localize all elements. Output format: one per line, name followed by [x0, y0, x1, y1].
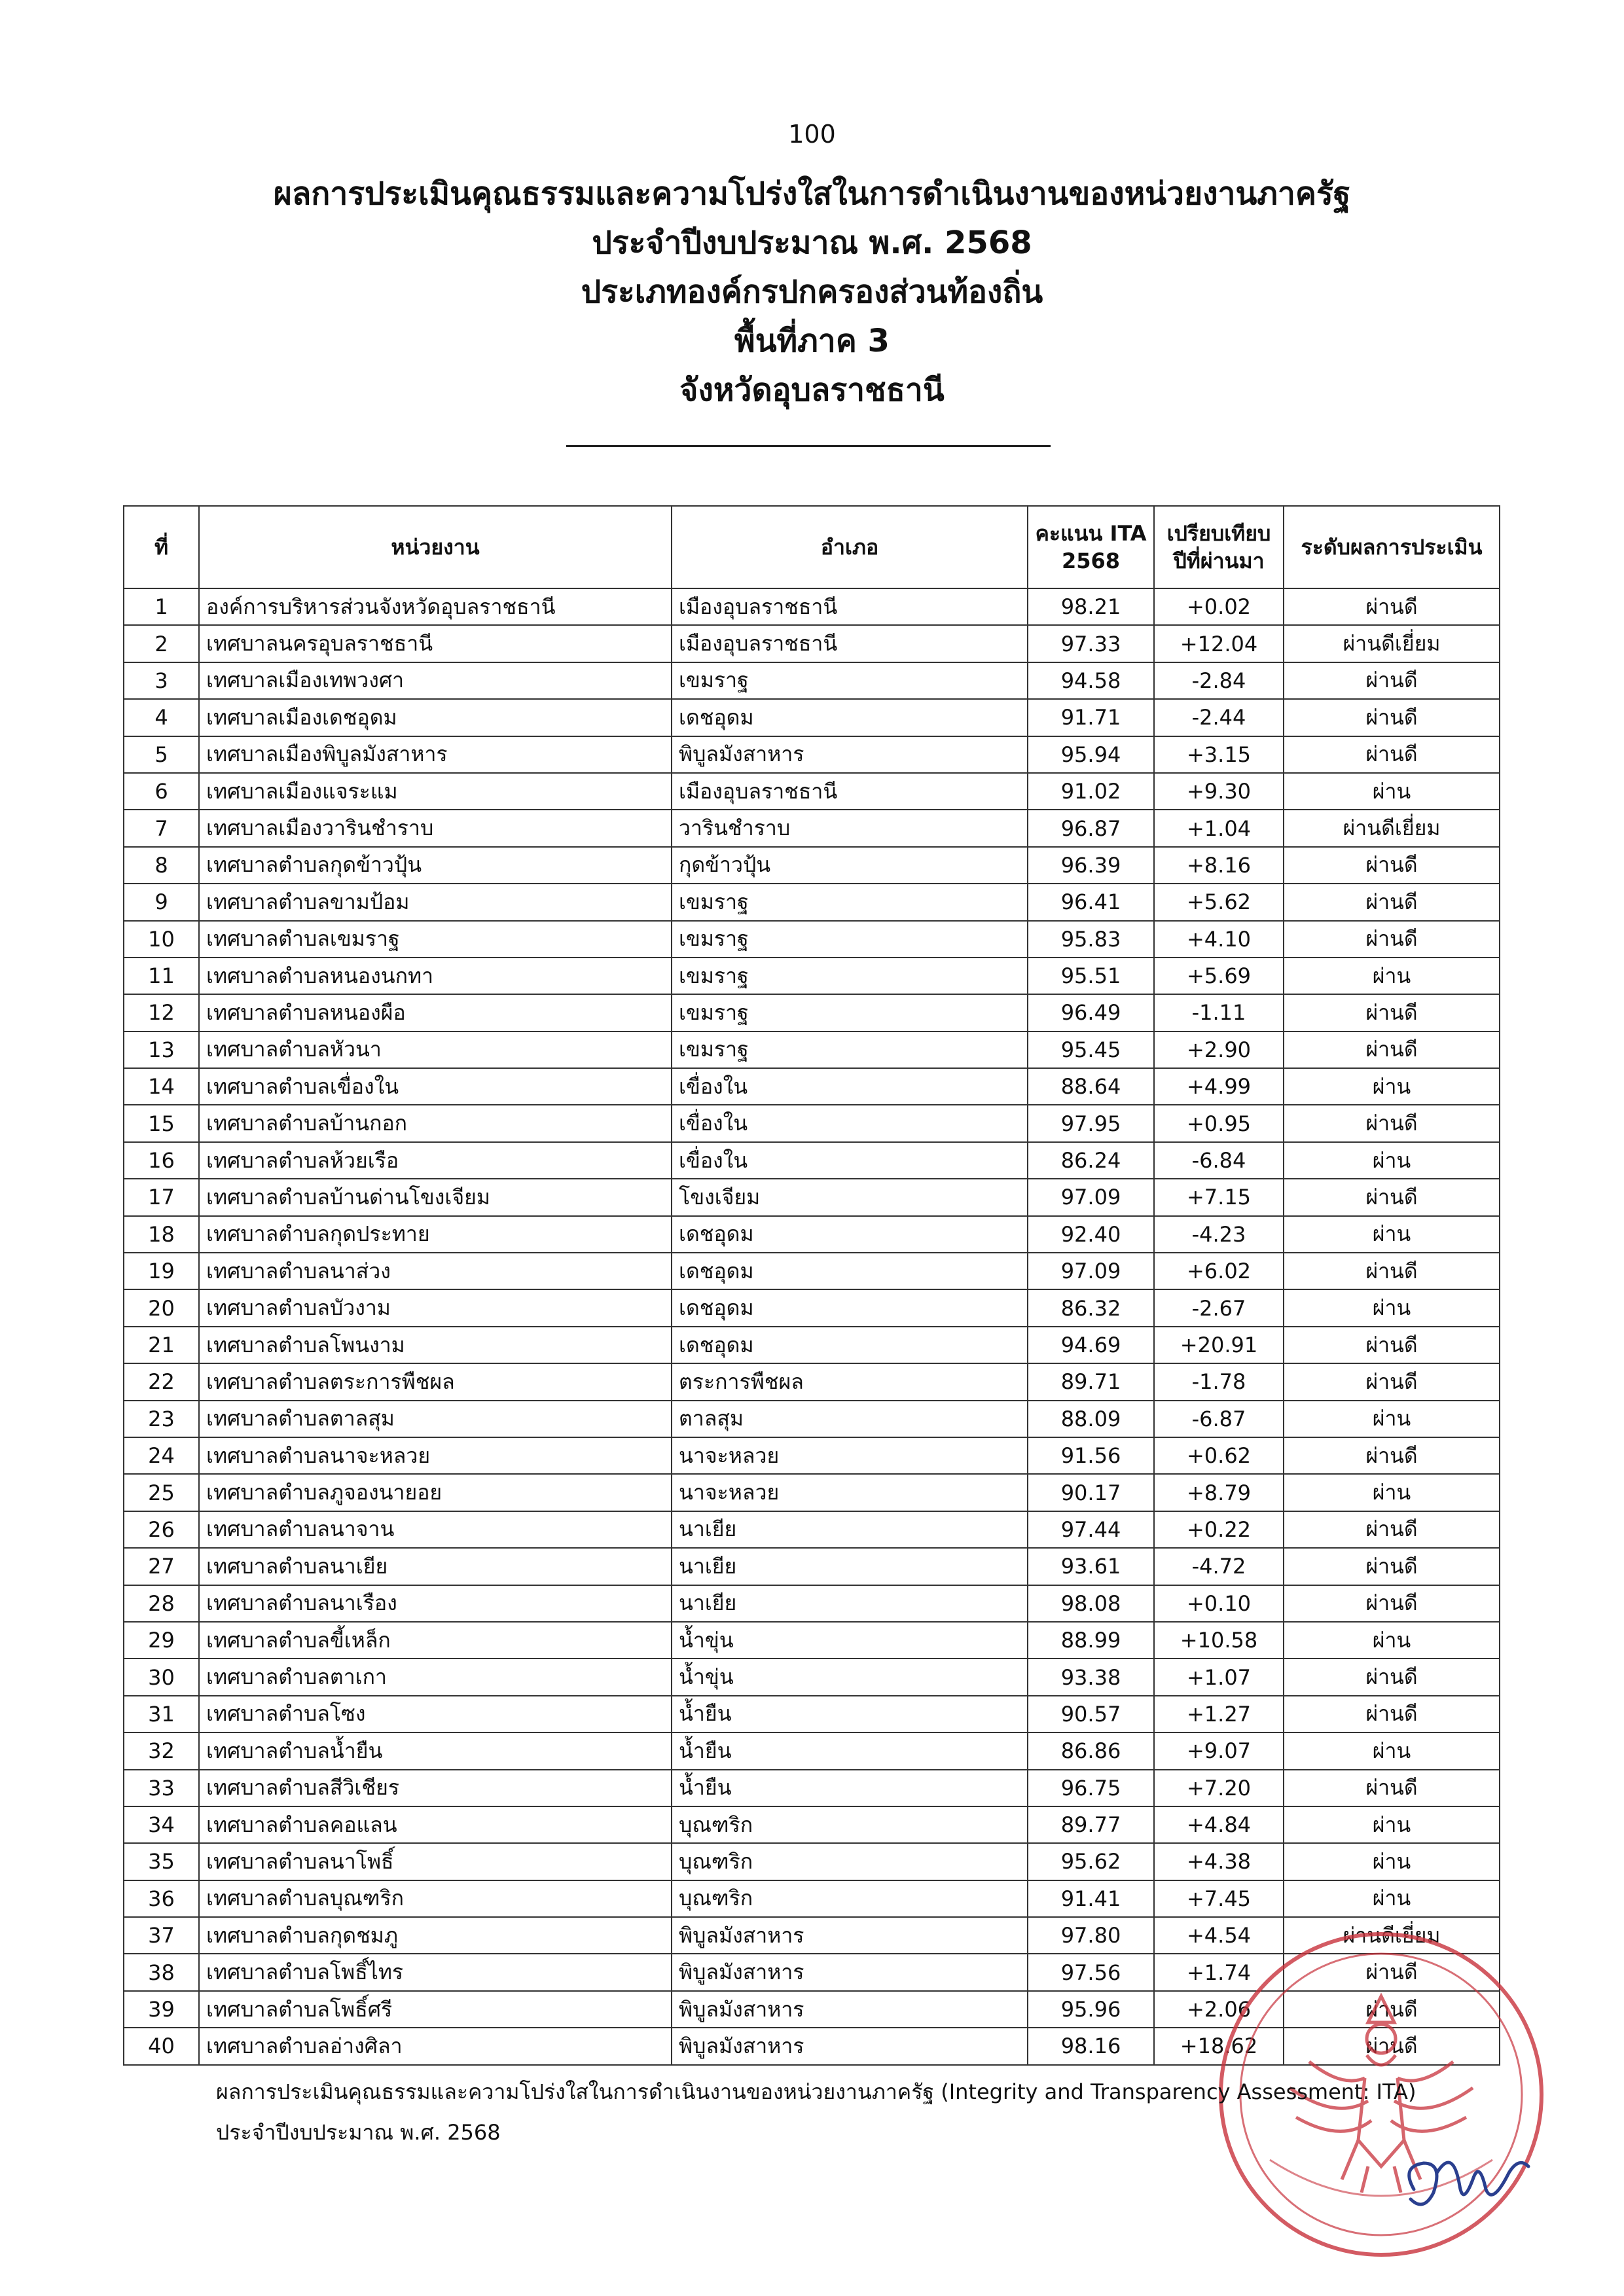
score-change: +4.38	[1154, 1843, 1284, 1880]
district-name: นาจะหลวย	[672, 1437, 1028, 1474]
assessment-level: ผ่าน	[1284, 1142, 1500, 1179]
row-number: 4	[124, 699, 199, 736]
row-number: 29	[124, 1622, 199, 1659]
district-name: ตาลสุม	[672, 1401, 1028, 1437]
agency-name: เทศบาลตำบลบุณฑริก	[199, 1880, 672, 1917]
agency-name: เทศบาลตำบลบัวงาม	[199, 1289, 672, 1326]
agency-name: เทศบาลตำบลโพธิ์ศรี	[199, 1991, 672, 2028]
score-change: -2.67	[1154, 1289, 1284, 1326]
score-change: -6.87	[1154, 1401, 1284, 1437]
assessment-level: ผ่านดี	[1284, 884, 1500, 920]
district-name: เขมราฐ	[672, 921, 1028, 958]
row-number: 15	[124, 1105, 199, 1141]
agency-name: เทศบาลตำบลคอแลน	[199, 1806, 672, 1843]
agency-name: เทศบาลตำบลนาจาน	[199, 1511, 672, 1548]
assessment-level: ผ่านดี	[1284, 1696, 1500, 1732]
row-number: 32	[124, 1732, 199, 1769]
ita-score: 89.71	[1028, 1363, 1154, 1400]
district-name: เมืองอุบลราชธานี	[672, 625, 1028, 662]
assessment-level: ผ่านดี	[1284, 736, 1500, 773]
score-change: +1.04	[1154, 810, 1284, 846]
assessment-level: ผ่านดี	[1284, 1253, 1500, 1289]
table-row	[124, 1843, 1500, 1880]
ita-score: 96.75	[1028, 1770, 1154, 1806]
table-body	[124, 588, 1500, 2065]
assessment-level: ผ่านดี	[1284, 2028, 1500, 2064]
row-number: 39	[124, 1991, 199, 2028]
row-number: 25	[124, 1474, 199, 1511]
ita-score: 95.94	[1028, 736, 1154, 773]
score-change: +0.22	[1154, 1511, 1284, 1548]
score-change: +1.74	[1154, 1954, 1284, 1990]
ita-score: 91.02	[1028, 773, 1154, 810]
footer-note	[216, 2072, 1416, 2153]
table-row	[124, 736, 1500, 773]
score-change: +5.62	[1154, 884, 1284, 920]
row-number: 19	[124, 1253, 199, 1289]
row-number: 3	[124, 662, 199, 699]
header-diff-line1: เปรียบเทียบ	[1166, 521, 1271, 546]
table-row	[124, 1622, 1500, 1659]
table-row	[124, 1289, 1500, 1326]
header-no: ที่	[124, 506, 199, 588]
agency-name: เทศบาลตำบลกุดชมภู	[199, 1917, 672, 1954]
table-row	[124, 1806, 1500, 1843]
assessment-level: ผ่านดี	[1284, 1548, 1500, 1585]
ita-score: 98.08	[1028, 1585, 1154, 1622]
ita-score: 97.09	[1028, 1179, 1154, 1215]
ita-score: 86.24	[1028, 1142, 1154, 1179]
assessment-level: ผ่านดี	[1284, 1363, 1500, 1400]
header-score-line1: คะแนน ITA	[1035, 521, 1147, 546]
district-name: น้ำยืน	[672, 1696, 1028, 1732]
row-number: 20	[124, 1289, 199, 1326]
table-row	[124, 1880, 1500, 1917]
table-row	[124, 1659, 1500, 1695]
score-change: -4.72	[1154, 1548, 1284, 1585]
header-district: อำเภอ	[672, 506, 1028, 588]
district-name: เมืองอุบลราชธานี	[672, 773, 1028, 810]
header-diff	[1154, 506, 1284, 588]
score-change: +0.02	[1154, 588, 1284, 625]
district-name: พิบูลมังสาหาร	[672, 1954, 1028, 1990]
agency-name: เทศบาลเมืองแจระแม	[199, 773, 672, 810]
ita-score: 96.39	[1028, 847, 1154, 884]
district-name: เดชอุดม	[672, 1216, 1028, 1253]
table-row	[124, 588, 1500, 625]
assessment-level: ผ่านดี	[1284, 994, 1500, 1031]
ita-score: 97.09	[1028, 1253, 1154, 1289]
district-name: เดชอุดม	[672, 1327, 1028, 1363]
agency-name: เทศบาลตำบลขามป้อม	[199, 884, 672, 920]
table-row	[124, 1732, 1500, 1769]
assessment-level: ผ่าน	[1284, 1880, 1500, 1917]
ita-score: 93.61	[1028, 1548, 1154, 1585]
row-number: 12	[124, 994, 199, 1031]
score-change: +8.16	[1154, 847, 1284, 884]
row-number: 8	[124, 847, 199, 884]
score-change: +1.27	[1154, 1696, 1284, 1732]
assessment-level: ผ่าน	[1284, 1068, 1500, 1105]
district-name: น้ำยืน	[672, 1770, 1028, 1806]
score-change: -2.84	[1154, 662, 1284, 699]
agency-name: เทศบาลตำบลขี้เหล็ก	[199, 1622, 672, 1659]
score-change: +5.69	[1154, 958, 1284, 994]
row-number: 30	[124, 1659, 199, 1695]
agency-name: เทศบาลนครอุบลราชธานี	[199, 625, 672, 662]
ita-score: 88.99	[1028, 1622, 1154, 1659]
assessment-level: ผ่านดี	[1284, 662, 1500, 699]
row-number: 1	[124, 588, 199, 625]
agency-name: เทศบาลตำบลเขื่องใน	[199, 1068, 672, 1105]
score-change: -6.84	[1154, 1142, 1284, 1179]
assessment-level: ผ่านดีเยี่ยม	[1284, 625, 1500, 662]
score-change: +12.04	[1154, 625, 1284, 662]
agency-name: เทศบาลตำบลโพธิ์ไทร	[199, 1954, 672, 1990]
row-number: 11	[124, 958, 199, 994]
ita-score: 97.44	[1028, 1511, 1154, 1548]
agency-name: เทศบาลตำบลหัวนา	[199, 1031, 672, 1068]
ita-score: 89.77	[1028, 1806, 1154, 1843]
assessment-level: ผ่านดี	[1284, 847, 1500, 884]
row-number: 24	[124, 1437, 199, 1474]
district-name: เขื่องใน	[672, 1105, 1028, 1141]
agency-name: เทศบาลตำบลนาโพธิ์	[199, 1843, 672, 1880]
ita-score: 91.71	[1028, 699, 1154, 736]
assessment-level: ผ่าน	[1284, 1289, 1500, 1326]
agency-name: เทศบาลตำบลสีวิเชียร	[199, 1770, 672, 1806]
assessment-level: ผ่านดี	[1284, 1327, 1500, 1363]
district-name: เขื่องใน	[672, 1142, 1028, 1179]
table-row	[124, 1585, 1500, 1622]
row-number: 9	[124, 884, 199, 920]
score-change: +3.15	[1154, 736, 1284, 773]
assessment-level: ผ่านดี	[1284, 588, 1500, 625]
assessment-level: ผ่านดี	[1284, 1437, 1500, 1474]
agency-name: เทศบาลตำบลหนองนกทา	[199, 958, 672, 994]
ita-score: 95.83	[1028, 921, 1154, 958]
agency-name: เทศบาลตำบลอ่างศิลา	[199, 2028, 672, 2064]
agency-name: เทศบาลตำบลนาจะหลวย	[199, 1437, 672, 1474]
district-name: บุณฑริก	[672, 1806, 1028, 1843]
ita-score: 91.41	[1028, 1880, 1154, 1917]
header-diff-line2: ปีที่ผ่านมา	[1173, 548, 1265, 573]
ita-score: 96.41	[1028, 884, 1154, 920]
ita-score: 88.64	[1028, 1068, 1154, 1105]
ita-score: 86.32	[1028, 1289, 1154, 1326]
row-number: 40	[124, 2028, 199, 2064]
agency-name: เทศบาลตำบลบ้านกอก	[199, 1105, 672, 1141]
district-name: บุณฑริก	[672, 1843, 1028, 1880]
district-name: เดชอุดม	[672, 1289, 1028, 1326]
district-name: พิบูลมังสาหาร	[672, 1917, 1028, 1954]
row-number: 27	[124, 1548, 199, 1585]
district-name: โขงเจียม	[672, 1179, 1028, 1215]
header-score	[1028, 506, 1154, 588]
agency-name: เทศบาลเมืองวารินชำราบ	[199, 810, 672, 846]
agency-name: เทศบาลตำบลโซง	[199, 1696, 672, 1732]
ita-score: 95.62	[1028, 1843, 1154, 1880]
title-line-5: จังหวัดอุบลราชธานี	[679, 372, 945, 408]
district-name: น้ำขุ่น	[672, 1659, 1028, 1695]
row-number: 34	[124, 1806, 199, 1843]
table-row	[124, 1216, 1500, 1253]
header-level: ระดับผลการประเมิน	[1284, 506, 1500, 588]
district-name: น้ำยืน	[672, 1732, 1028, 1769]
row-number: 5	[124, 736, 199, 773]
district-name: พิบูลมังสาหาร	[672, 1991, 1028, 2028]
title-line-2: ประจำปีงบประมาณ พ.ศ. 2568	[592, 224, 1032, 261]
score-change: +2.90	[1154, 1031, 1284, 1068]
score-change: +10.58	[1154, 1622, 1284, 1659]
assessment-level: ผ่าน	[1284, 1216, 1500, 1253]
assessment-level: ผ่าน	[1284, 1474, 1500, 1511]
table-header-row	[124, 506, 1500, 588]
score-change: +4.99	[1154, 1068, 1284, 1105]
row-number: 16	[124, 1142, 199, 1179]
table-row	[124, 1105, 1500, 1141]
row-number: 38	[124, 1954, 199, 1990]
assessment-level: ผ่านดี	[1284, 1659, 1500, 1695]
district-name: เขมราฐ	[672, 884, 1028, 920]
agency-name: เทศบาลเมืองเดชอุดม	[199, 699, 672, 736]
assessment-level: ผ่าน	[1284, 958, 1500, 994]
table-row	[124, 1068, 1500, 1105]
header-agency: หน่วยงาน	[199, 506, 672, 588]
agency-name: เทศบาลตำบลโพนงาม	[199, 1327, 672, 1363]
ita-score: 95.45	[1028, 1031, 1154, 1068]
row-number: 22	[124, 1363, 199, 1400]
district-name: ตระการพืชผล	[672, 1363, 1028, 1400]
assessment-level: ผ่านดี	[1284, 1511, 1500, 1548]
table-row	[124, 1363, 1500, 1400]
ita-score: 86.86	[1028, 1732, 1154, 1769]
district-name: เขมราฐ	[672, 1031, 1028, 1068]
row-number: 36	[124, 1880, 199, 1917]
agency-name: เทศบาลตำบลตาลสุม	[199, 1401, 672, 1437]
district-name: วารินชำราบ	[672, 810, 1028, 846]
ita-score: 95.51	[1028, 958, 1154, 994]
row-number: 35	[124, 1843, 199, 1880]
district-name: พิบูลมังสาหาร	[672, 2028, 1028, 2064]
district-name: เขมราฐ	[672, 958, 1028, 994]
score-change: +0.95	[1154, 1105, 1284, 1141]
assessment-level: ผ่านดี	[1284, 1105, 1500, 1141]
table-row	[124, 810, 1500, 846]
title-line-3: ประเภทองค์กรปกครองส่วนท้องถิ่น	[581, 274, 1043, 310]
assessment-level: ผ่าน	[1284, 1806, 1500, 1843]
table-row	[124, 773, 1500, 810]
district-name: บุณฑริก	[672, 1880, 1028, 1917]
row-number: 26	[124, 1511, 199, 1548]
table-row	[124, 847, 1500, 884]
score-change: +7.15	[1154, 1179, 1284, 1215]
ita-score: 98.21	[1028, 588, 1154, 625]
row-number: 21	[124, 1327, 199, 1363]
assessment-level: ผ่าน	[1284, 1732, 1500, 1769]
agency-name: องค์การบริหารส่วนจังหวัดอุบลราชธานี	[199, 588, 672, 625]
agency-name: เทศบาลตำบลตาเกา	[199, 1659, 672, 1695]
row-number: 18	[124, 1216, 199, 1253]
score-change: +7.20	[1154, 1770, 1284, 1806]
agency-name: เทศบาลตำบลนาเรือง	[199, 1585, 672, 1622]
ita-score: 91.56	[1028, 1437, 1154, 1474]
agency-name: เทศบาลตำบลเขมราฐ	[199, 921, 672, 958]
page-number: 100	[788, 120, 836, 149]
assessment-level: ผ่านดี	[1284, 1954, 1500, 1990]
score-change: +9.30	[1154, 773, 1284, 810]
table-row	[124, 884, 1500, 920]
assessment-level: ผ่านดี	[1284, 921, 1500, 958]
district-name: เดชอุดม	[672, 1253, 1028, 1289]
district-name: เขื่องใน	[672, 1068, 1028, 1105]
ita-score: 93.38	[1028, 1659, 1154, 1695]
district-name: เดชอุดม	[672, 699, 1028, 736]
district-name: เขมราฐ	[672, 662, 1028, 699]
agency-name: เทศบาลตำบลกุดข้าวปุ้น	[199, 847, 672, 884]
assessment-level: ผ่านดีเยี่ยม	[1284, 1917, 1500, 1954]
table-row	[124, 1179, 1500, 1215]
assessment-level: ผ่าน	[1284, 1401, 1500, 1437]
assessment-level: ผ่านดี	[1284, 1031, 1500, 1068]
table-row	[124, 1031, 1500, 1068]
agency-name: เทศบาลตำบลกุดประทาย	[199, 1216, 672, 1253]
score-change: +4.84	[1154, 1806, 1284, 1843]
header-score-line2: 2568	[1061, 548, 1121, 573]
row-number: 17	[124, 1179, 199, 1215]
agency-name: เทศบาลตำบลน้ำยืน	[199, 1732, 672, 1769]
ita-score: 90.57	[1028, 1696, 1154, 1732]
ita-score: 98.16	[1028, 2028, 1154, 2064]
score-change: +20.91	[1154, 1327, 1284, 1363]
district-name: เขมราฐ	[672, 994, 1028, 1031]
row-number: 28	[124, 1585, 199, 1622]
score-change: +18.62	[1154, 2028, 1284, 2064]
agency-name: เทศบาลเมืองเทพวงศา	[199, 662, 672, 699]
table-row	[124, 699, 1500, 736]
ita-score: 94.69	[1028, 1327, 1154, 1363]
ita-score: 95.96	[1028, 1991, 1154, 2028]
ita-score: 97.95	[1028, 1105, 1154, 1141]
title-divider	[566, 445, 1051, 447]
assessment-level: ผ่านดี	[1284, 1991, 1500, 2028]
score-change: -4.23	[1154, 1216, 1284, 1253]
table-row	[124, 1401, 1500, 1437]
assessment-level: ผ่านดี	[1284, 1179, 1500, 1215]
district-name: กุดข้าวปุ้น	[672, 847, 1028, 884]
ita-score: 96.87	[1028, 810, 1154, 846]
assessment-level: ผ่าน	[1284, 1622, 1500, 1659]
score-change: +1.07	[1154, 1659, 1284, 1695]
table-row	[124, 1474, 1500, 1511]
district-name: พิบูลมังสาหาร	[672, 736, 1028, 773]
table-row	[124, 1327, 1500, 1363]
agency-name: เทศบาลตำบลหนองผือ	[199, 994, 672, 1031]
agency-name: เทศบาลตำบลบ้านด่านโขงเจียม	[199, 1179, 672, 1215]
score-change: +2.06	[1154, 1991, 1284, 2028]
score-change: +4.10	[1154, 921, 1284, 958]
table-row	[124, 994, 1500, 1031]
assessment-level: ผ่านดีเยี่ยม	[1284, 810, 1500, 846]
title-line-4: พื้นที่ภาค 3	[734, 323, 890, 359]
score-change: +9.07	[1154, 1732, 1284, 1769]
ita-score: 97.33	[1028, 625, 1154, 662]
table-row	[124, 662, 1500, 699]
ita-score: 96.49	[1028, 994, 1154, 1031]
table-row	[124, 921, 1500, 958]
score-change: +6.02	[1154, 1253, 1284, 1289]
footer-line-2: ประจำปีงบประมาณ พ.ศ. 2568	[216, 2120, 501, 2145]
score-change: +7.45	[1154, 1880, 1284, 1917]
agency-name: เทศบาลตำบลนาเยีย	[199, 1548, 672, 1585]
score-change: +8.79	[1154, 1474, 1284, 1511]
score-change: -1.11	[1154, 994, 1284, 1031]
table-row	[124, 958, 1500, 994]
row-number: 7	[124, 810, 199, 846]
ita-score: 94.58	[1028, 662, 1154, 699]
agency-name: เทศบาลเมืองพิบูลมังสาหาร	[199, 736, 672, 773]
row-number: 2	[124, 625, 199, 662]
score-change: -2.44	[1154, 699, 1284, 736]
table-row	[124, 1770, 1500, 1806]
ita-results-table	[123, 505, 1500, 2066]
agency-name: เทศบาลตำบลห้วยเรือ	[199, 1142, 672, 1179]
ita-score: 97.80	[1028, 1917, 1154, 1954]
score-change: +0.10	[1154, 1585, 1284, 1622]
table-row	[124, 1142, 1500, 1179]
assessment-level: ผ่าน	[1284, 773, 1500, 810]
title-line-1: ผลการประเมินคุณธรรมและความโปร่งใสในการดำเนินงานของหน่วยงานภาครัฐ	[273, 175, 1351, 212]
row-number: 10	[124, 921, 199, 958]
footer-line-1: ผลการประเมินคุณธรรมและความโปร่งใสในการดำเนินงานของหน่วยงานภาครัฐ (Integrity and Transparency Assessment: ITA)	[216, 2079, 1416, 2104]
score-change: +0.62	[1154, 1437, 1284, 1474]
agency-name: เทศบาลตำบลตระการพืชผล	[199, 1363, 672, 1400]
table-row	[124, 1548, 1500, 1585]
row-number: 23	[124, 1401, 199, 1437]
table-row	[124, 1437, 1500, 1474]
row-number: 37	[124, 1917, 199, 1954]
table-row	[124, 1253, 1500, 1289]
ita-score: 90.17	[1028, 1474, 1154, 1511]
table-row	[124, 1696, 1500, 1732]
row-number: 13	[124, 1031, 199, 1068]
district-name: น้ำขุ่น	[672, 1622, 1028, 1659]
ita-score: 92.40	[1028, 1216, 1154, 1253]
ita-score: 88.09	[1028, 1401, 1154, 1437]
row-number: 14	[124, 1068, 199, 1105]
agency-name: เทศบาลตำบลภูจองนายอย	[199, 1474, 672, 1511]
score-change: +4.54	[1154, 1917, 1284, 1954]
row-number: 6	[124, 773, 199, 810]
row-number: 31	[124, 1696, 199, 1732]
assessment-level: ผ่าน	[1284, 1843, 1500, 1880]
district-name: เมืองอุบลราชธานี	[672, 588, 1028, 625]
score-change: -1.78	[1154, 1363, 1284, 1400]
agency-name: เทศบาลตำบลนาส่วง	[199, 1253, 672, 1289]
row-number: 33	[124, 1770, 199, 1806]
ita-score: 97.56	[1028, 1954, 1154, 1990]
assessment-level: ผ่านดี	[1284, 1585, 1500, 1622]
assessment-level: ผ่านดี	[1284, 699, 1500, 736]
district-name: นาเยีย	[672, 1585, 1028, 1622]
district-name: นาเยีย	[672, 1511, 1028, 1548]
district-name: นาจะหลวย	[672, 1474, 1028, 1511]
table-row	[124, 625, 1500, 662]
district-name: นาเยีย	[672, 1548, 1028, 1585]
assessment-level: ผ่านดี	[1284, 1770, 1500, 1806]
table-row	[124, 1511, 1500, 1548]
